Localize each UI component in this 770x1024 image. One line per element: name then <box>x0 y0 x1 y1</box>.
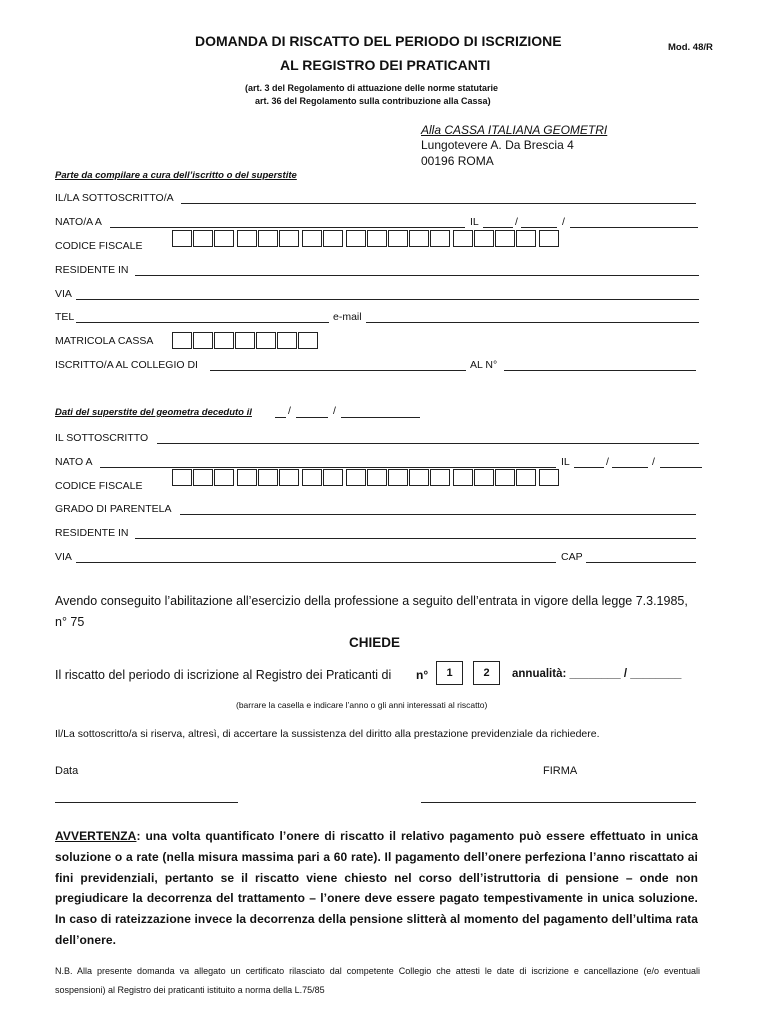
born-at-field[interactable] <box>110 227 465 228</box>
tel-field[interactable] <box>76 322 329 323</box>
tax-code-label: CODICE FISCALE <box>55 240 143 252</box>
matricola-boxes[interactable] <box>172 332 319 349</box>
nb-note: N.B. Alla presente domanda va allegato un certificato rilasciato dal competente Collegio che attesti le date di iscrizione e cancellazione (e/o eventuali sospensioni) al Registro dei praticanti istituito a norma della L.75/85 <box>55 966 700 995</box>
signature-label: FIRMA <box>543 765 578 777</box>
riscatto-text: Il riscatto del periodo di iscrizione al Registro dei Praticanti di <box>55 668 392 682</box>
intro-line1: Avendo conseguito l’abilitazione all’esercizio della professione a seguito dell’entrata in vigore della legge 7.3.1985, <box>55 594 688 608</box>
death-month-field[interactable] <box>296 417 328 418</box>
death-day-field[interactable] <box>275 417 286 418</box>
option-1-checkbox[interactable]: 1 <box>436 661 463 685</box>
cap-label: CAP <box>561 551 583 563</box>
warning-title: AVVERTENZA <box>55 829 137 843</box>
matricola-label: MATRICOLA CASSA <box>55 335 154 347</box>
cap-field[interactable] <box>586 562 696 563</box>
reserve-text: Il/La sottoscritto/a si riserva, altresì, di accertare la sussistenza del diritto alla prestazione previdenziale da richiedere. <box>55 728 600 740</box>
annualita-field[interactable]: annualità: ________ / ________ <box>512 668 682 680</box>
street-field[interactable] <box>76 299 699 300</box>
date-sep: / <box>288 405 291 417</box>
chiede-heading: CHIEDE <box>349 635 401 650</box>
n-label: n° <box>416 668 429 682</box>
date-field[interactable] <box>55 802 238 803</box>
birth-day-field[interactable] <box>483 227 513 228</box>
date-sep: / <box>515 216 518 228</box>
undersigned-field[interactable] <box>181 203 696 204</box>
warning-paragraph <box>55 826 698 951</box>
death-year-field[interactable] <box>341 417 420 418</box>
survivor-field[interactable] <box>157 443 699 444</box>
kinship-field[interactable] <box>180 514 696 515</box>
date-sep: / <box>562 216 565 228</box>
date-sep: / <box>606 456 609 468</box>
kinship-label: GRADO DI PARENTELA <box>55 503 172 515</box>
email-label: e-mail <box>333 311 362 323</box>
street-label: VIA <box>55 288 72 300</box>
date-sep: / <box>333 405 336 417</box>
email-field[interactable] <box>366 322 699 323</box>
model-code: Mod. 48/R <box>668 42 713 53</box>
registered-label: ISCRITTO/A AL COLLEGIO DI <box>55 359 198 371</box>
section1-heading: Parte da compilare a cura dell’iscritto o del superstite <box>55 170 297 181</box>
tel-label: TEL <box>55 311 75 323</box>
survivor-birth-date-label: IL <box>561 456 570 468</box>
date-sep: / <box>652 456 655 468</box>
survivor-resident-field[interactable] <box>135 538 696 539</box>
subtitle-line2: art. 36 del Regolamento sulla contribuzione alla Cassa) <box>255 96 491 106</box>
date-label: Data <box>55 765 79 777</box>
born-at-label: NATO/A A <box>55 216 102 228</box>
undersigned-label: IL/LA SOTTOSCRITTO/A <box>55 192 174 204</box>
survivor-birth-year[interactable] <box>660 467 702 468</box>
survivor-resident-label: RESIDENTE IN <box>55 527 129 539</box>
subtitle-line1: (art. 3 del Regolamento di attuazione delle norme statutarie <box>245 83 499 93</box>
survivor-born-label: NATO A <box>55 456 93 468</box>
recipient-city: 00196 ROMA <box>421 154 494 168</box>
registration-number-label: AL N° <box>470 359 498 371</box>
intro-line2: n° 75 <box>55 615 85 629</box>
form-title-line2: AL REGISTRO DEI PRATICANTI <box>280 57 491 73</box>
registration-number-field[interactable] <box>504 370 696 371</box>
section2-heading: Dati del superstite del geometra deceduto il <box>55 407 252 418</box>
birth-date-label: IL <box>470 216 479 228</box>
option-2-checkbox[interactable]: 2 <box>473 661 500 685</box>
recipient-street: Lungotevere A. Da Brescia 4 <box>421 138 574 152</box>
recipient-name: Alla CASSA ITALIANA GEOMETRI <box>421 123 608 137</box>
survivor-street-field[interactable] <box>76 562 556 563</box>
warning-text: : una volta quantificato l’onere di riscatto il relativo pagamento può essere effettuato in unica soluzione o a rate (nella misura massima pari a 60 rate). Il pagamento dell’onere perfeziona l’anno riscattato ai fini previdenziali, pertanto se il riscatto viene chiesto nel corso dell’istruttoria di pensione – onde non pregiudicare la decorrenza del trattamento – l’onere deve essere pagato tempestivamente in unica soluzione. In caso di rateizzazione invece la decorrenza della pensione slitterà al momento del pagamento dell’ultima rata dell’onere. <box>55 829 698 947</box>
selection-note: (barrare la casella e indicare l’anno o gli anni interessati al riscatto) <box>236 700 488 710</box>
tax-code-boxes[interactable] <box>172 230 560 247</box>
survivor-tax-code-label: CODICE FISCALE <box>55 480 143 492</box>
form-title-line1: DOMANDA DI RISCATTO DEL PERIODO DI ISCRIZIONE <box>195 33 562 49</box>
registered-field[interactable] <box>210 370 466 371</box>
birth-month-field[interactable] <box>521 227 557 228</box>
signature-field[interactable] <box>421 802 696 803</box>
survivor-birth-month[interactable] <box>612 467 648 468</box>
survivor-street-label: VIA <box>55 551 72 563</box>
resident-field[interactable] <box>135 275 699 276</box>
resident-label: RESIDENTE IN <box>55 264 129 276</box>
birth-year-field[interactable] <box>570 227 698 228</box>
survivor-tax-code-boxes[interactable] <box>172 469 560 486</box>
survivor-birth-day[interactable] <box>574 467 604 468</box>
survivor-born-field[interactable] <box>100 467 556 468</box>
survivor-label: IL SOTTOSCRITTO <box>55 432 149 444</box>
